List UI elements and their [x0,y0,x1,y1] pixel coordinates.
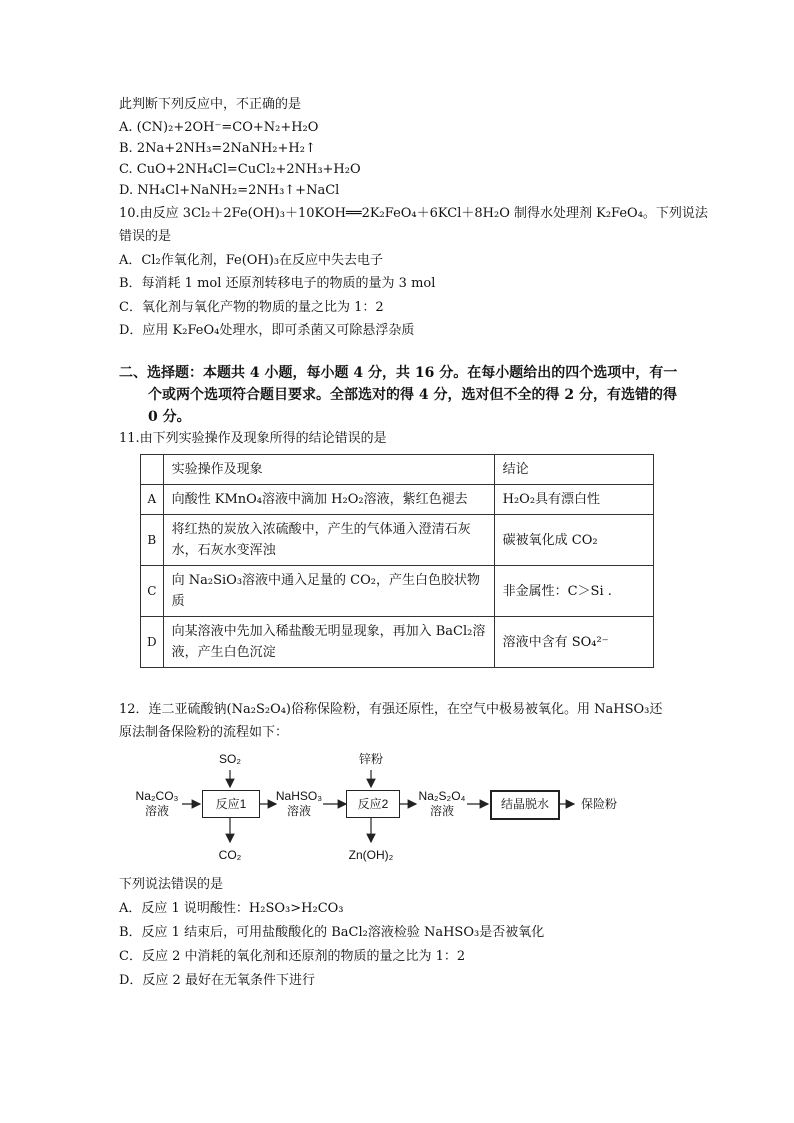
flow-input1-bottom: 溶液 [144,804,169,818]
q11-stem: 11.由下列实验操作及现象所得的结论错误的是 [119,431,387,446]
flow-na2s2o4-top: Na₂S₂O₄ [418,789,466,803]
q11-experiment-table [140,454,654,668]
row-label: A [141,485,164,515]
q9-stem-tail: 此判断下列反应中，不正确的是 [119,97,302,112]
table-header-op: 实验操作及现象 [163,455,494,485]
q10-stem-line1: 10.由反应 3Cl₂＋2Fe(OH)₃＋10KOH══2K₂FeO₄＋6KCl＋8H₂O 制得水处理剂 K₂FeO₄。下列说法 [119,206,708,221]
flow-nahso3-top: NaHSO₃ [275,789,323,803]
q9-option-c: C. CuO+2NH₄Cl=CuCl₂+2NH₃+H₂O [119,162,361,177]
row-op: 将红热的炭放入浓硫酸中，产生的气体通入澄清石灰水，石灰水变浑浊 [163,515,494,566]
row-op: 向某溶液中先加入稀盐酸无明显现象，再加入 BaCl₂溶液，产生白色沉淀 [163,617,494,668]
row-op: 向酸性 KMnO₄溶液中滴加 H₂O₂溶液，紫红色褪去 [163,485,494,515]
section2-line3: 0 分。 [148,409,191,425]
table-row [141,617,654,668]
flow-product: 保险粉 [580,797,617,811]
table-row [141,485,654,515]
q10-option-d: D．应用 K₂FeO₄处理水，即可杀菌又可除悬浮杂质 [119,323,415,338]
row-label: D [141,617,164,668]
row-conclusion: 非金属性：C＞Si . [494,566,653,617]
flow-nahso3-bottom: 溶液 [286,804,311,818]
table-header-conclusion: 结论 [494,455,653,485]
q10-option-b: B．每消耗 1 mol 还原剂转移电子的物质的量为 3 mol [119,276,436,291]
table-header-row [141,455,654,485]
flow-na2s2o4-bottom: 溶液 [429,804,454,818]
q9-option-b: B. 2Na+2NH₃=2NaNH₂+H₂↑ [119,141,316,156]
row-label: B [141,515,164,566]
section2-line2: 个或两个选项符合题目要求。全部选对的得 4 分，选对但不全的得 2 分，有选错的得 [148,387,677,403]
q10-option-a: A．Cl₂作氧化剂，Fe(OH)₃在反应中失去电子 [119,253,384,268]
flow-so2: SO₂ [219,752,241,766]
row-conclusion: 碳被氧化成 CO₂ [494,515,653,566]
flow-reaction2-box: 反应2 [346,790,400,818]
q10-option-c: C．氧化剂与氧化产物的物质的量之比为 1：2 [119,300,384,315]
flow-znoh2: Zn(OH)₂ [348,848,394,862]
row-op: 向 Na₂SiO₃溶液中通入足量的 CO₂，产生白色胶状物质 [163,566,494,617]
q12-question: 下列说法错误的是 [119,877,224,892]
flow-input1-top: Na₂CO₃ [135,789,179,803]
table-row [141,515,654,566]
q9-option-d: D. NH₄Cl+NaNH₂=2NH₃↑+NaCl [119,183,340,198]
flow-crystallize-box: 结晶脱水 [490,790,560,820]
flow-zinc: 锌粉 [358,752,383,766]
flow-reaction1-box: 反应1 [202,790,260,818]
q12-option-d: D．反应 2 最好在无氧条件下进行 [119,973,315,988]
q12-option-a: A．反应 1 说明酸性：H₂SO₃>H₂CO₃ [119,901,344,916]
q12-option-c: C．反应 2 中消耗的氧化剂和还原剂的物质的量之比为 1：2 [119,949,466,964]
row-conclusion: H₂O₂具有漂白性 [494,485,653,515]
q12-stem-line1: 12．连二亚硫酸钠(Na₂S₂O₄)俗称保险粉，有强还原性，在空气中极易被氧化。用 NaHSO₃还 [119,702,663,717]
q12-stem-line2: 原法制备保险粉的流程如下： [119,725,289,740]
q12-flow-diagram [130,750,630,868]
q10-stem-line2: 错误的是 [119,229,172,244]
section2-line1: 二、选择题：本题共 4 小题，每小题 4 分，共 16 分。在每小题给出的四个选项中，有一 [119,365,678,381]
table-header-blank [141,455,164,485]
row-label: C [141,566,164,617]
flow-co2: CO₂ [218,848,242,862]
table-row [141,566,654,617]
q12-option-b: B．反应 1 结束后，可用盐酸酸化的 BaCl₂溶液检验 NaHSO₃是否被氧化 [119,925,545,940]
row-conclusion: 溶液中含有 SO₄²⁻ [494,617,653,668]
q9-option-a: A. (CN)₂+2OH⁻=CO+N₂+H₂O [119,120,319,135]
